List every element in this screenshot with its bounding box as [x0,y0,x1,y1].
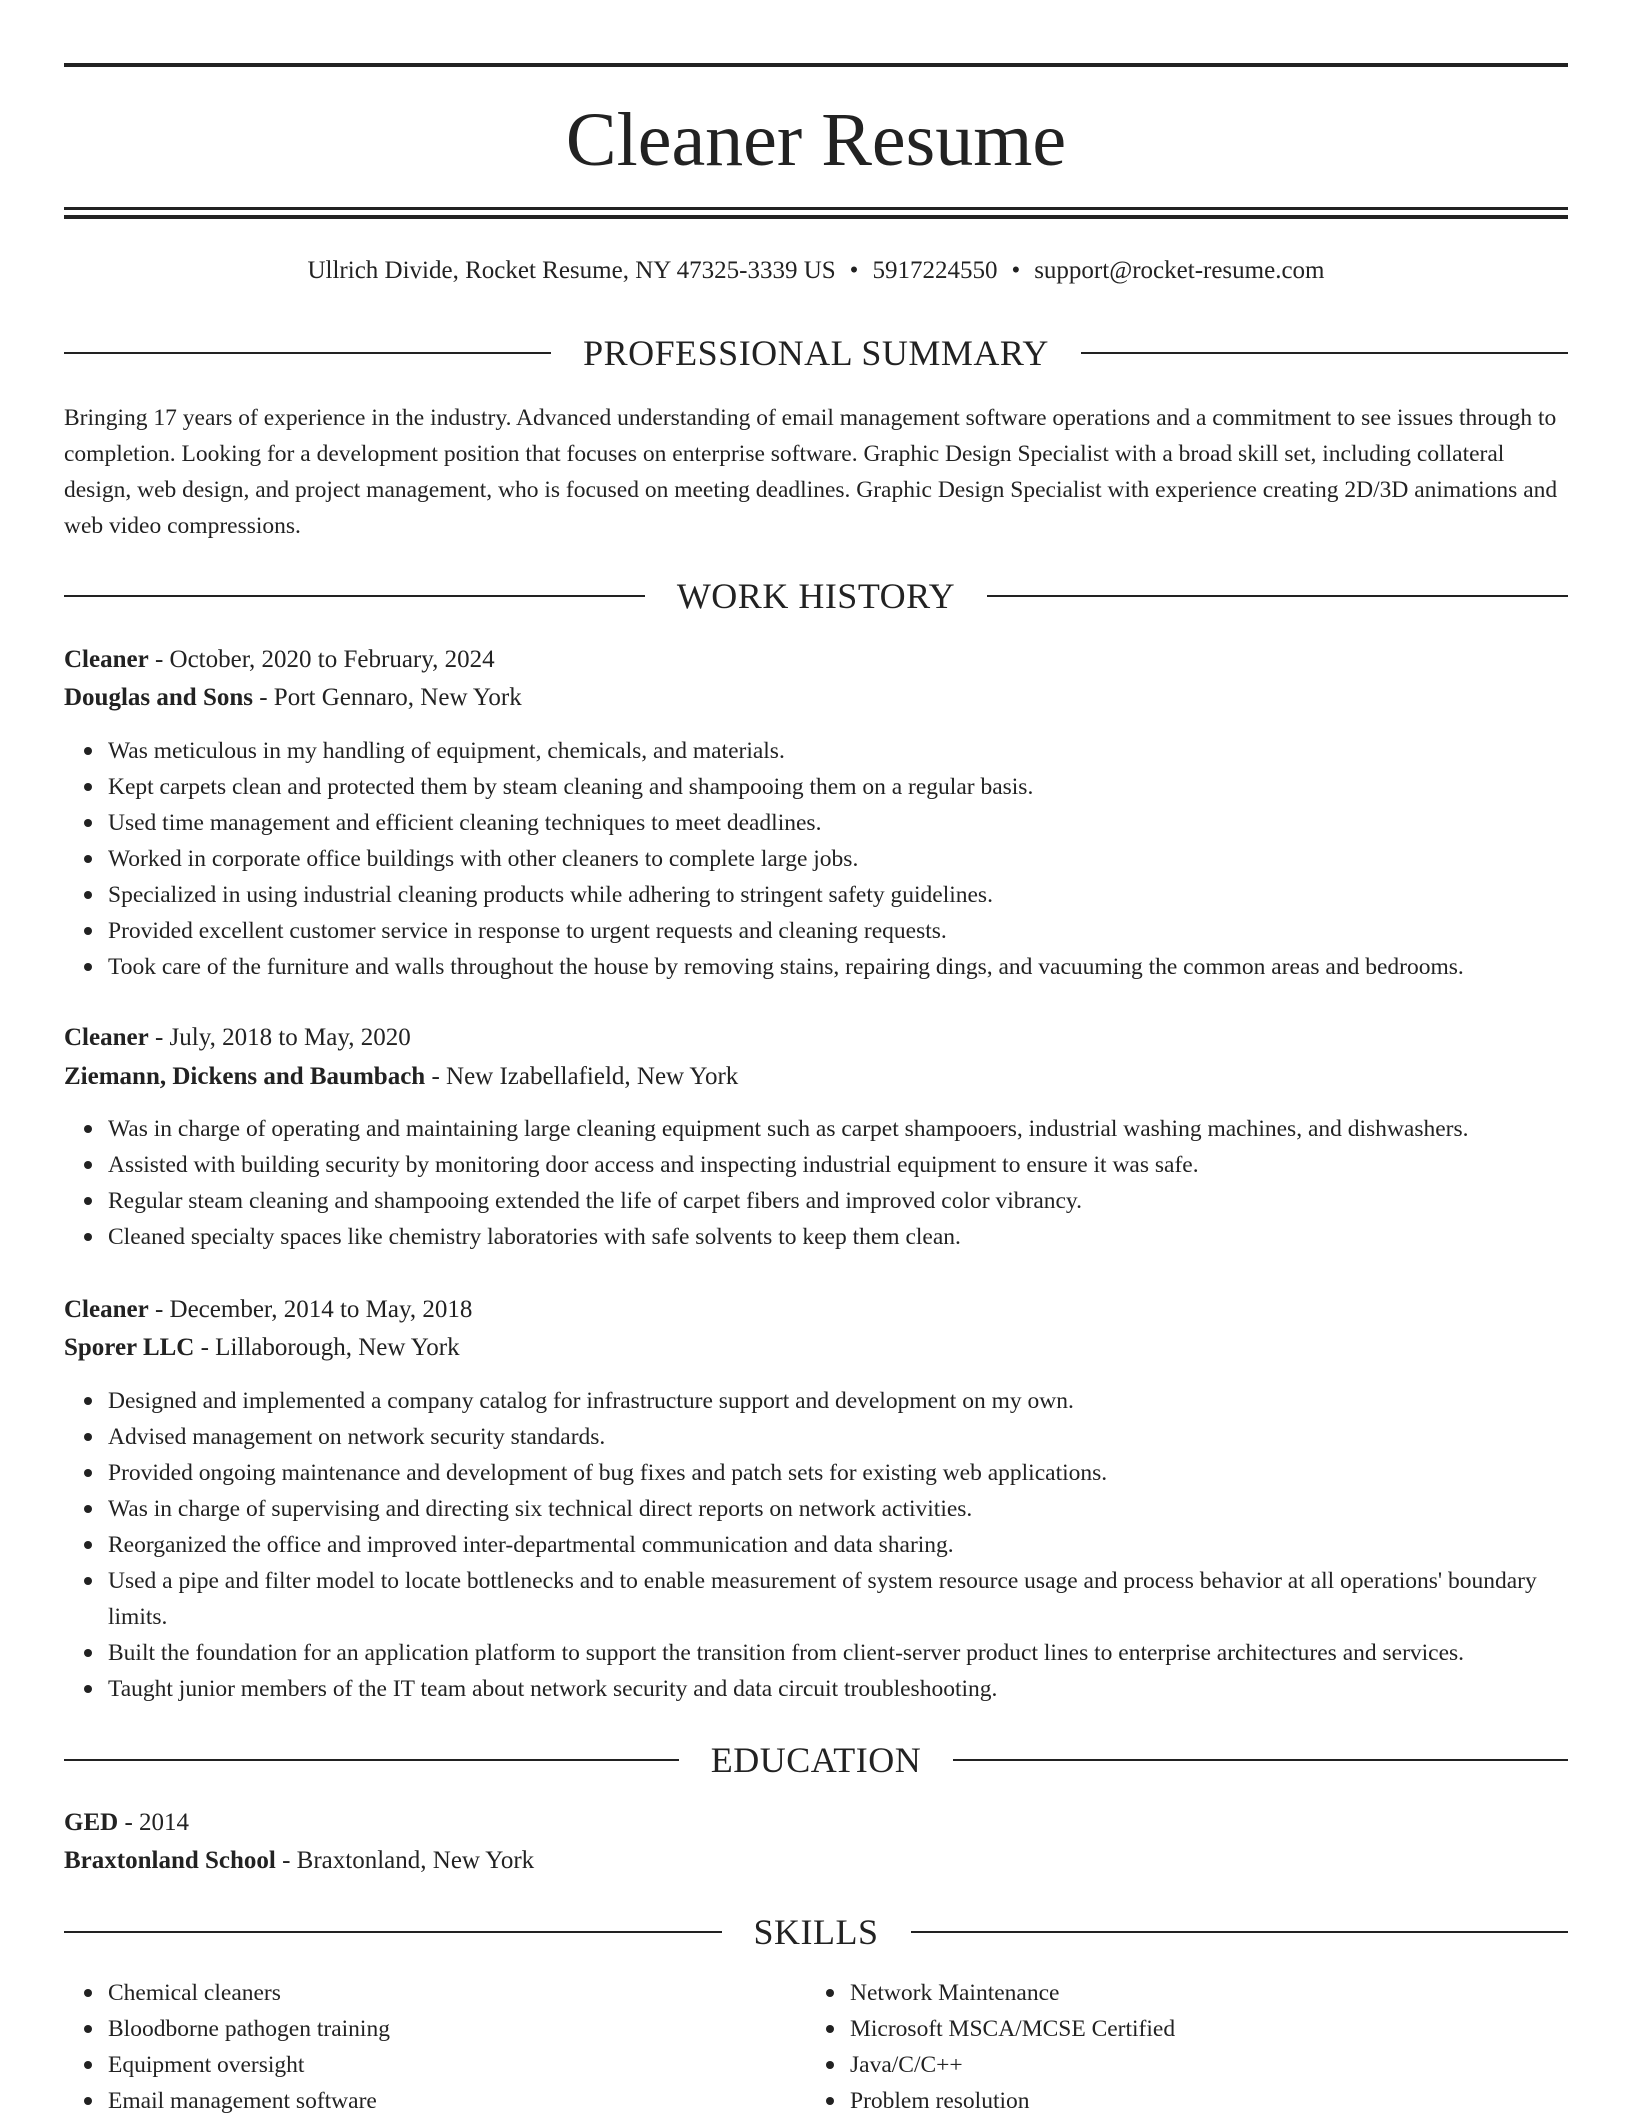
contact-address: Ullrich Divide, Rocket Resume, NY 47325-3339 US [307,257,836,284]
job-title-line [64,641,1568,679]
list-item: Was in charge of supervising and directing six technical direct reports on network activities. [108,1491,1568,1527]
divider-line [64,595,645,597]
section-title: WORK HISTORY [676,576,956,616]
resume-title: Cleaner Resume [565,98,1067,182]
summary-text: Bringing 17 years of experience in the industry. Advanced understanding of email management software operations and a commitment to see issues through to completion. Looking for a development position that focuses on enterprise software. Graphic Design Specialist with a broad skill set, including collateral design, web design, and project management, who is focused on meeting deadlines. Graphic Design Specialist with experience creating 2D/3D animations and web video compressions. [64,405,1558,539]
divider-line [64,1931,722,1933]
divider-line [911,1931,1569,1933]
top-rule [64,63,1568,67]
job-company-line [64,679,1568,717]
education-degree-line [64,1804,1568,1842]
job-title-line [64,1291,1568,1329]
job-title-line [64,1019,1568,1057]
education-location: - Braxtonland, New York [275,1847,535,1874]
contact-separator: • [1011,257,1021,284]
divider-line [987,595,1568,597]
divider-line [64,352,551,354]
skill-item: Problem resolution [850,2083,1568,2119]
section-heading-summary [64,331,1568,375]
skill-item: Bloodborne pathogen training [108,2011,806,2047]
list-item: Provided ongoing maintenance and development of bug fixes and patch sets for existing web applications. [108,1455,1568,1491]
skill-item: Network Maintenance [850,1975,1568,2011]
job-company: Douglas and Sons [64,684,253,711]
job-dates: - July, 2018 to May, 2020 [148,1024,411,1051]
education-year: - 2014 [118,1809,190,1836]
list-item: Used a pipe and filter model to locate bottlenecks and to enable measurement of system resource usage and process behavior at all operations' boundary limits. [108,1563,1568,1635]
list-item: Cleaned specialty spaces like chemistry laboratories with safe solvents to keep them clean. [108,1219,1568,1255]
job-location: - Lillaborough, New York [194,1334,460,1361]
contact-separator: • [849,257,859,284]
list-item: Specialized in using industrial cleaning products while adhering to stringent safety guidelines. [108,877,1568,913]
list-item: Used time management and efficient cleaning techniques to meet deadlines. [108,805,1568,841]
job-bullets [64,1111,1568,1255]
list-item: Was in charge of operating and maintaining large cleaning equipment such as carpet shampooers, industrial washing machines, and dishwashers. [108,1111,1568,1147]
section-title: SKILLS [753,1912,879,1952]
job-dates: - December, 2014 to May, 2018 [148,1296,473,1323]
skills-list-left [64,1975,806,2119]
divider-line [64,1759,679,1761]
section-heading-work-history [64,574,1568,618]
skills-list-right [806,1975,1568,2119]
job-company-line [64,1058,1568,1096]
list-item: Built the foundation for an application platform to support the transition from client-server product lines to enterprise architectures and services. [108,1635,1568,1671]
title-double-rule [64,207,1568,219]
list-item: Advised management on network security standards. [108,1419,1568,1455]
education-degree: GED [64,1809,119,1836]
list-item: Provided excellent customer service in response to urgent requests and cleaning requests. [108,913,1568,949]
education-school-line [64,1842,1568,1880]
job-location: - New Izabellafield, New York [425,1063,739,1090]
section-heading-skills [64,1910,1568,1954]
job-company: Sporer LLC [64,1334,195,1361]
job-company: Ziemann, Dickens and Baumbach [64,1063,426,1090]
list-item: Regular steam cleaning and shampooing extended the life of carpet fibers and improved color vibrancy. [108,1183,1568,1219]
job-company-line [64,1329,1568,1367]
list-item: Took care of the furniture and walls throughout the house by removing stains, repairing dings, and vacuuming the common areas and bedrooms. [108,949,1568,985]
list-item: Was meticulous in my handling of equipment, chemicals, and materials. [108,733,1568,769]
list-item: Reorganized the office and improved inter-departmental communication and data sharing. [108,1527,1568,1563]
section-title: PROFESSIONAL SUMMARY [583,333,1049,373]
list-item: Assisted with building security by monitoring door access and inspecting industrial equipment to ensure it was safe. [108,1147,1568,1183]
skill-item: Email management software [108,2083,806,2119]
job-bullets [64,1383,1568,1707]
list-item: Taught junior members of the IT team about network security and data circuit troubleshooting. [108,1671,1568,1707]
divider-line [1081,352,1568,354]
job-dates: - October, 2020 to February, 2024 [148,646,495,673]
section-title: EDUCATION [710,1740,922,1780]
skill-item: Microsoft MSCA/MCSE Certified [850,2011,1568,2047]
skill-item: Java/C/C++ [850,2047,1568,2083]
contact-phone: 5917224550 [872,257,998,284]
skill-item: Chemical cleaners [108,1975,806,2011]
list-item: Kept carpets clean and protected them by steam cleaning and shampooing them on a regular basis. [108,769,1568,805]
section-heading-education [64,1738,1568,1782]
job-title: Cleaner [64,646,149,673]
education-school: Braxtonland School [64,1847,276,1874]
job-bullets [64,733,1568,985]
job-title: Cleaner [64,1024,149,1051]
contact-email[interactable]: support@rocket-resume.com [1034,257,1325,284]
skill-item: Equipment oversight [108,2047,806,2083]
list-item: Worked in corporate office buildings with other cleaners to complete large jobs. [108,841,1568,877]
list-item: Designed and implemented a company catalog for infrastructure support and development on my own. [108,1383,1568,1419]
job-location: - Port Gennaro, New York [252,684,522,711]
contact-line [64,254,1568,288]
job-title: Cleaner [64,1296,149,1323]
divider-line [953,1759,1568,1761]
